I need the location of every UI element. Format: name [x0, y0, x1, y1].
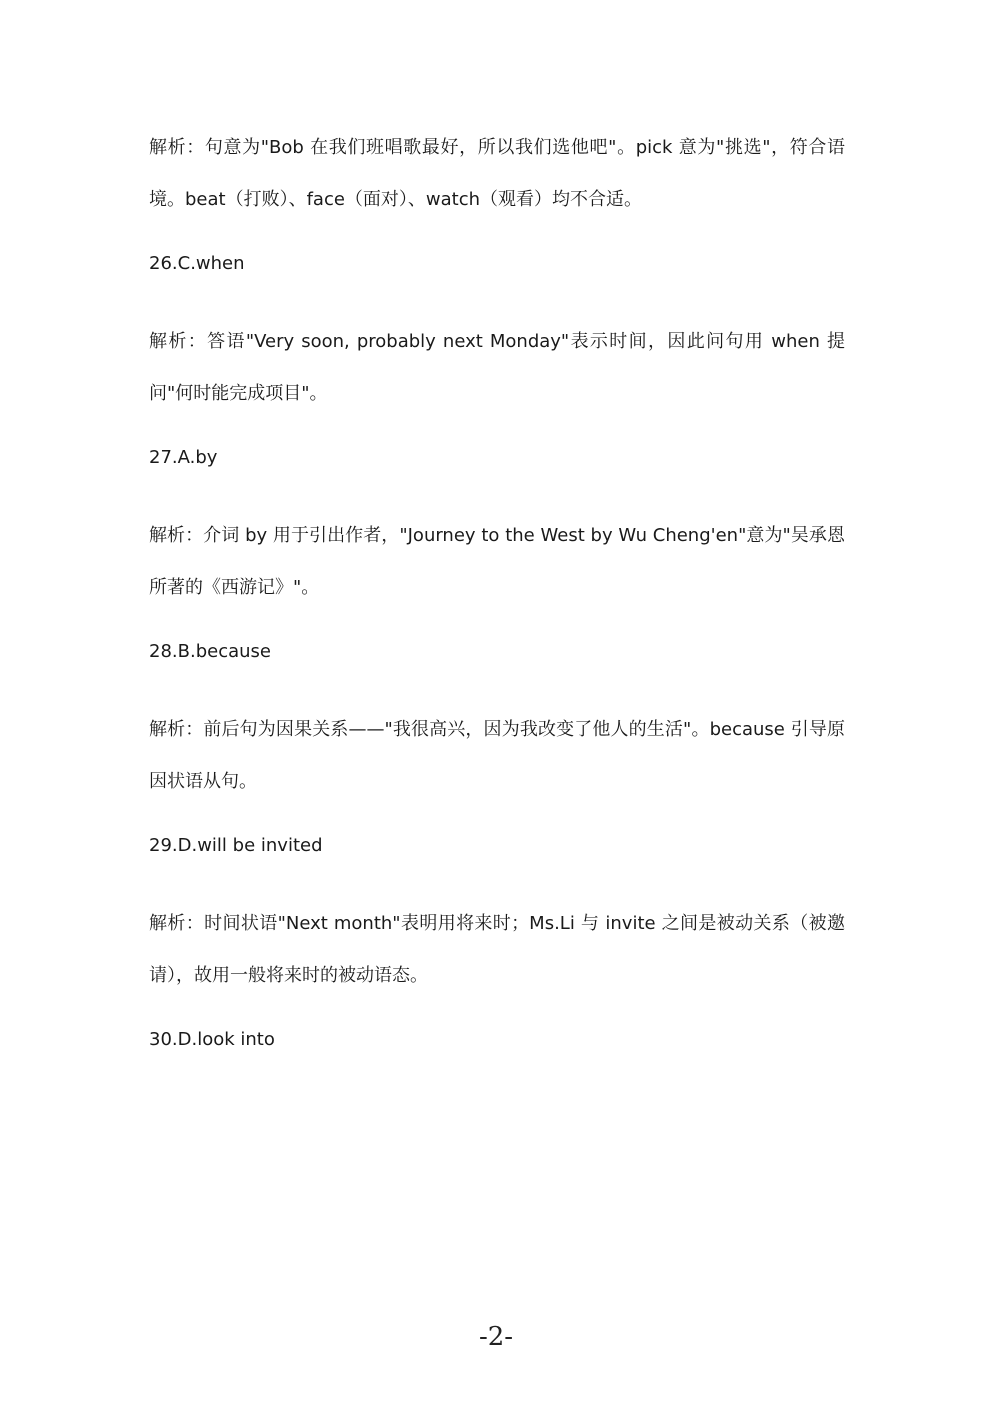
analysis-25: 解析：句意为"Bob 在我们班唱歌最好，所以我们选他吧"。pick 意为"挑选"，符合语境。beat（打败）、face（面对）、watch（观看）均不合适。 [149, 137, 845, 210]
answer-26: 26.C.when [149, 253, 245, 274]
answer-27: 27.A.by [149, 447, 218, 468]
analysis-29: 解析：时间状语"Next month"表明用将来时；Ms.Li 与 invite 之间是被动关系（被邀请），故用一般将来时的被动语态。 [149, 913, 845, 986]
analysis-27: 解析：介词 by 用于引出作者，"Journey to the West by Wu Cheng'en"意为"吴承恩所著的《西游记》"。 [149, 525, 845, 598]
page-number: -2- [478, 1322, 514, 1352]
answer-30: 30.D.look into [149, 1029, 275, 1050]
analysis-28: 解析：前后句为因果关系——"我很高兴，因为我改变了他人的生活"。because 引导原因状语从句。 [149, 719, 845, 792]
analysis-26: 解析：答语"Very soon, probably next Monday"表示时间，因此问句用 when 提问"何时能完成项目"。 [149, 331, 845, 404]
page-content [149, 122, 845, 1092]
answer-28: 28.B.because [149, 641, 271, 662]
answer-29: 29.D.will be invited [149, 835, 323, 856]
